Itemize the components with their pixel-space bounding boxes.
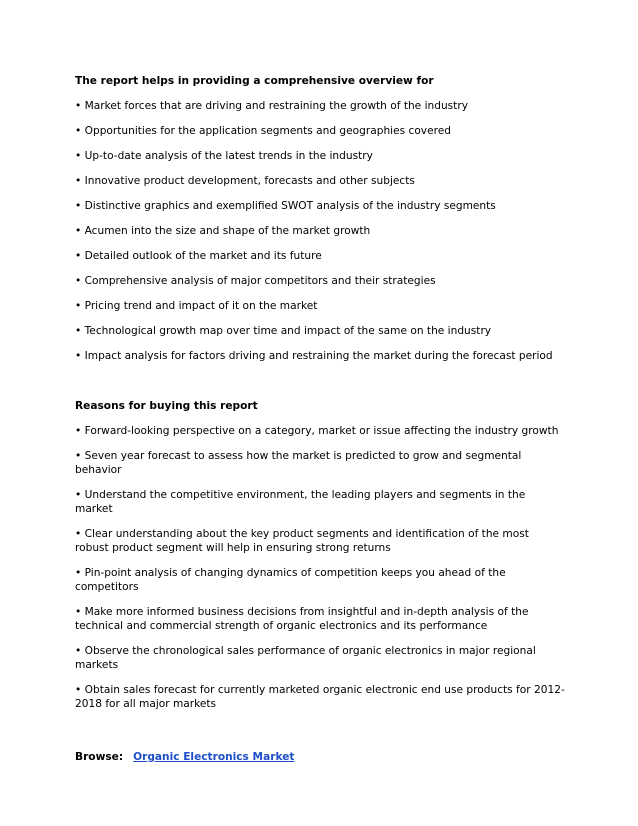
browse-label: Browse: [75, 751, 124, 763]
list-item-text: Distinctive graphics and exemplified SWOT analysis of the industry segments [84, 200, 496, 212]
list-item [75, 566, 565, 594]
bullet: • [75, 489, 82, 501]
list-item-text: Forward-looking perspective on a category, market or issue affecting the industry growth [84, 425, 559, 437]
list-item [75, 683, 565, 711]
list-item [75, 199, 565, 213]
bullet: • [75, 125, 82, 137]
bullet: • [75, 350, 82, 362]
bullet: • [75, 645, 82, 657]
list-item [75, 149, 565, 163]
spacer [75, 722, 565, 750]
list-item [75, 224, 565, 238]
bullet: • [75, 528, 82, 540]
browse-line [75, 750, 565, 764]
list-item-text: Pin-point analysis of changing dynamics of competition keeps you ahead of the competitors [75, 567, 506, 593]
list-item [75, 124, 565, 138]
list-item-text: Detailed outlook of the market and its future [84, 250, 322, 262]
bullet: • [75, 275, 82, 287]
list-item [75, 274, 565, 288]
bullet: • [75, 250, 82, 262]
bullet: • [75, 567, 82, 579]
bullet: • [75, 300, 82, 312]
bullet: • [75, 684, 82, 696]
reasons-heading: Reasons for buying this report [75, 400, 258, 412]
list-item-text: Market forces that are driving and restraining the growth of the industry [84, 100, 468, 112]
list-item-text: Understand the competitive environment, the leading players and segments in the market [75, 489, 526, 515]
list-item-text: Impact analysis for factors driving and restraining the market during the forecast period [84, 350, 553, 362]
list-item-text: Seven year forecast to assess how the market is predicted to grow and segmental behavior [75, 450, 522, 476]
overview-list [75, 99, 565, 363]
organic-electronics-market-link[interactable]: Organic Electronics Market [133, 751, 295, 763]
bullet: • [75, 200, 82, 212]
list-item [75, 99, 565, 113]
overview-heading: The report helps in providing a comprehensive overview for [75, 75, 434, 87]
list-item [75, 349, 565, 363]
bullet: • [75, 100, 82, 112]
bullet: • [75, 175, 82, 187]
list-item [75, 488, 565, 516]
list-item [75, 174, 565, 188]
list-item [75, 644, 565, 672]
bullet: • [75, 325, 82, 337]
list-item [75, 424, 565, 438]
bullet: • [75, 150, 82, 162]
list-item-text: Make more informed business decisions from insightful and in-depth analysis of the technical and commercial strength of organic electronics and its performance [75, 606, 529, 632]
list-item-text: Innovative product development, forecasts and other subjects [84, 175, 415, 187]
list-item-text: Obtain sales forecast for currently marketed organic electronic end use products for 2012-2018 for all major markets [75, 684, 565, 710]
list-item-text: Up-to-date analysis of the latest trends in the industry [84, 150, 373, 162]
list-item [75, 324, 565, 338]
document-page [75, 74, 565, 764]
list-item [75, 299, 565, 313]
list-item [75, 527, 565, 555]
list-item [75, 249, 565, 263]
list-item-text: Pricing trend and impact of it on the market [84, 300, 318, 312]
reasons-list [75, 424, 565, 711]
list-item-text: Technological growth map over time and impact of the same on the industry [84, 325, 492, 337]
bullet: • [75, 606, 82, 618]
list-item-text: Comprehensive analysis of major competitors and their strategies [84, 275, 436, 287]
spacer [75, 374, 565, 399]
list-item-text: Observe the chronological sales performance of organic electronics in major regional markets [75, 645, 536, 671]
list-item-text: Clear understanding about the key product segments and identification of the most robust product segment will help in ensuring strong returns [75, 528, 529, 554]
bullet: • [75, 225, 82, 237]
list-item-text: Acumen into the size and shape of the market growth [84, 225, 371, 237]
list-item-text: Opportunities for the application segments and geographies covered [84, 125, 451, 137]
list-item [75, 449, 565, 477]
bullet: • [75, 450, 82, 462]
list-item [75, 605, 565, 633]
bullet: • [75, 425, 82, 437]
